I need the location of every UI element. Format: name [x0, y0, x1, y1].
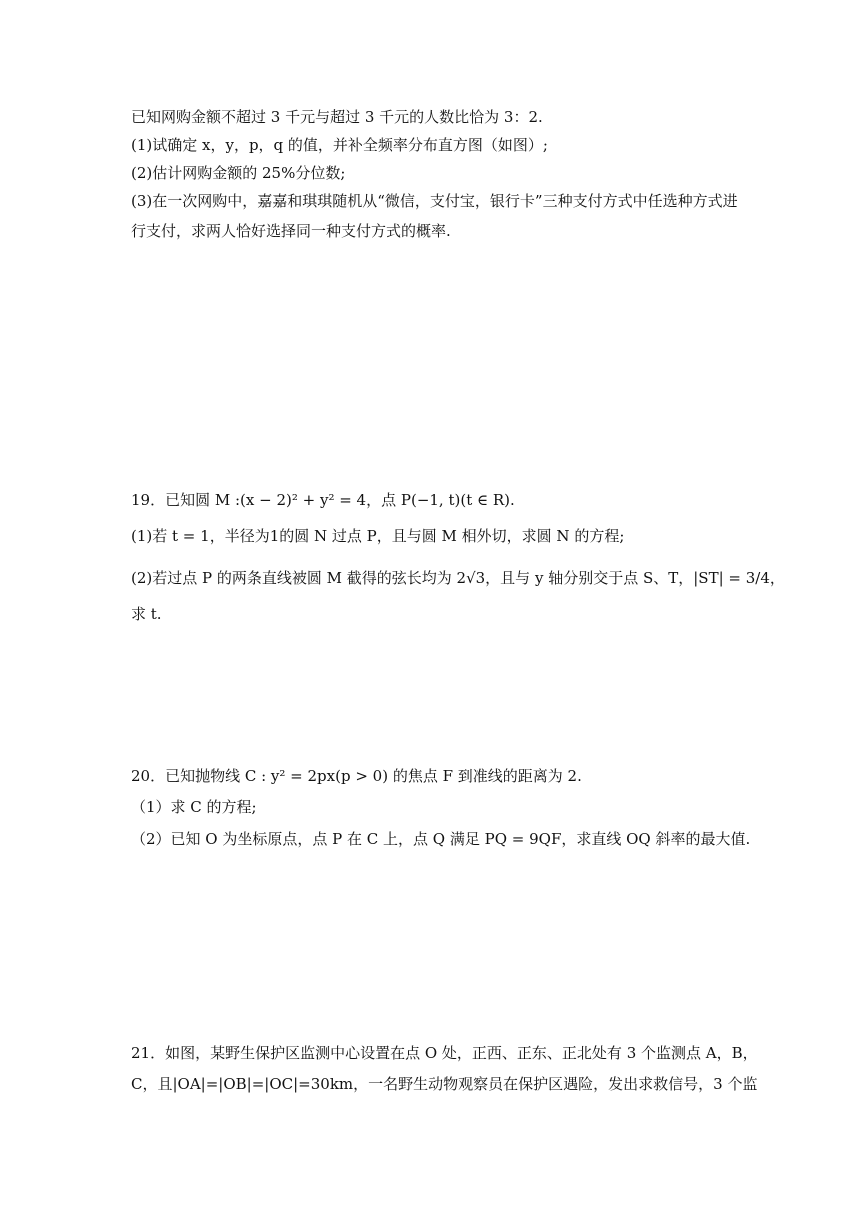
q19-line-2: (1)若 t = 1，半径为1的圆 N 过点 P，且与圆 M 相外切，求圆 N 的方程; [131, 527, 625, 545]
q18-line-1: 已知网购金额不超过 3 千元与超过 3 千元的人数比恰为 3：2. [131, 108, 543, 126]
q18-line-2: (1)试确定 x，y，p，q 的值，并补全频率分布直方图（如图）; [131, 136, 548, 154]
q19-line-4: 求 t. [131, 605, 162, 623]
q21-line-1: 21．如图，某野生保护区监测中心设置在点 O 处，正西、正东、正北处有 3 个监测点 A，B， [131, 1044, 758, 1062]
q19-line-1: 19．已知圆 M :(x − 2)² + y² = 4，点 P(−1, t)(t ∈ R). [131, 491, 515, 509]
q19-line-3: (2)若过点 P 的两条直线被圆 M 截得的弦长均为 2√3，且与 y 轴分别交于点 S、T，|ST| = 3/4， [131, 569, 785, 587]
q18-line-4: (3)在一次网购中，嘉嘉和琪琪随机从“微信，支付宝，银行卡”三种支付方式中任选种方式进 [131, 192, 738, 210]
q20-line-3: （2）已知 O 为坐标原点，点 P 在 C 上，点 Q 满足 PQ = 9QF，求直线 OQ 斜率的最大值. [131, 830, 751, 848]
q21-line-2: C，且|OA|=|OB|=|OC|=30km，一名野生动物观察员在保护区遇险，发出求救信号，3 个监 [131, 1075, 758, 1093]
q18-line-5: 行支付，求两人恰好选择同一种支付方式的概率. [131, 222, 451, 240]
q18-line-3: (2)估计网购金额的 25%分位数; [131, 164, 346, 182]
q20-line-1: 20．已知抛物线 C : y² = 2px(p > 0) 的焦点 F 到准线的距离为 2. [131, 767, 582, 785]
q20-line-2: （1）求 C 的方程; [131, 798, 257, 816]
